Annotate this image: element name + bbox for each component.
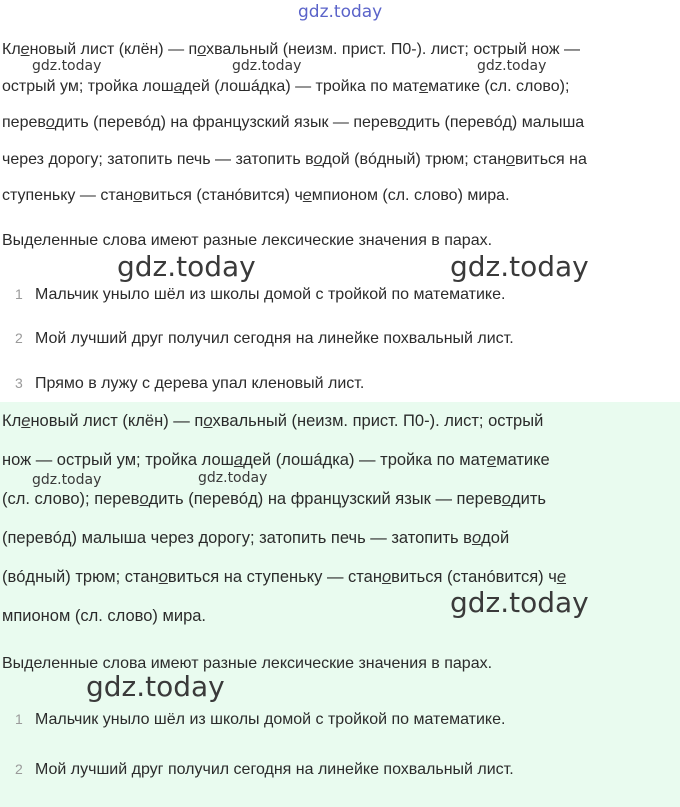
- watermark: gdz.today: [298, 2, 383, 22]
- watermark: gdz.today: [32, 58, 102, 74]
- note-text: Выделенные слова имеют разные лексические значения в парах.: [2, 232, 493, 249]
- paragraph-line: Кленовый лист (клён) — похвальный (неизм. прист. П0-). лист; острый нож —: [2, 41, 581, 58]
- list-item: 2 Мой лучший друг получил сегодня на линейке похвальный лист.: [15, 330, 514, 347]
- paragraph-line: мпионом (сл. слово) мира.: [2, 607, 207, 625]
- list-item: 2 Мой лучший друг получил сегодня на линейке похвальный лист.: [15, 761, 514, 778]
- note-text: Выделенные слова имеют разные лексические значения в парах.: [2, 655, 493, 672]
- list-item: 3 Прямо в лужу с дерева упал кленовый лист.: [15, 375, 365, 392]
- watermark: gdz.today: [32, 472, 102, 488]
- paragraph-line: ступеньку — становиться (станóвится) чемпионом (сл. слово) мира.: [2, 187, 510, 204]
- paragraph-line: (перевóд) малыша через дорогу; затопить печь — затопить водой: [2, 529, 510, 547]
- watermark: gdz.today: [450, 250, 589, 283]
- watermark: gdz.today: [450, 586, 589, 619]
- paragraph-line: Кленовый лист (клён) — похвальный (неизм. прист. П0-). лист; острый: [2, 412, 544, 430]
- paragraph-line: через дорогу; затопить печь — затопить водой (вóдный) трюм; становиться на: [2, 150, 587, 168]
- paragraph-line: переводить (перевóд) на французский язык — переводить (перевóд) малыша: [2, 114, 585, 131]
- watermark: gdz.today: [86, 670, 225, 703]
- list-item: 1 Мальчик уныло шёл из школы домой с тройкой по математике.: [15, 286, 506, 303]
- explanation-paragraph: [2, 32, 672, 215]
- paragraph-line: нож — острый ум; тройка лошадей (лошáдка) — тройка по математике: [2, 451, 550, 469]
- paragraph-line: острый ум; тройка лошадей (лошáдка) — тройка по математике (сл. слово);: [2, 77, 570, 95]
- watermark: gdz.today: [477, 58, 547, 74]
- paragraph-line: (сл. слово); переводить (перевóд) на французский язык — переводить: [2, 490, 546, 508]
- list-item: 1 Мальчик уныло шёл из школы домой с тройкой по математике.: [15, 711, 506, 728]
- watermark: gdz.today: [198, 470, 268, 486]
- watermark: gdz.today: [232, 58, 302, 74]
- paragraph-line: (вóдный) трюм; становиться на ступеньку — становиться (станóвится) че: [2, 568, 567, 586]
- watermark: gdz.today: [117, 250, 256, 283]
- answer-paragraph: [2, 402, 672, 636]
